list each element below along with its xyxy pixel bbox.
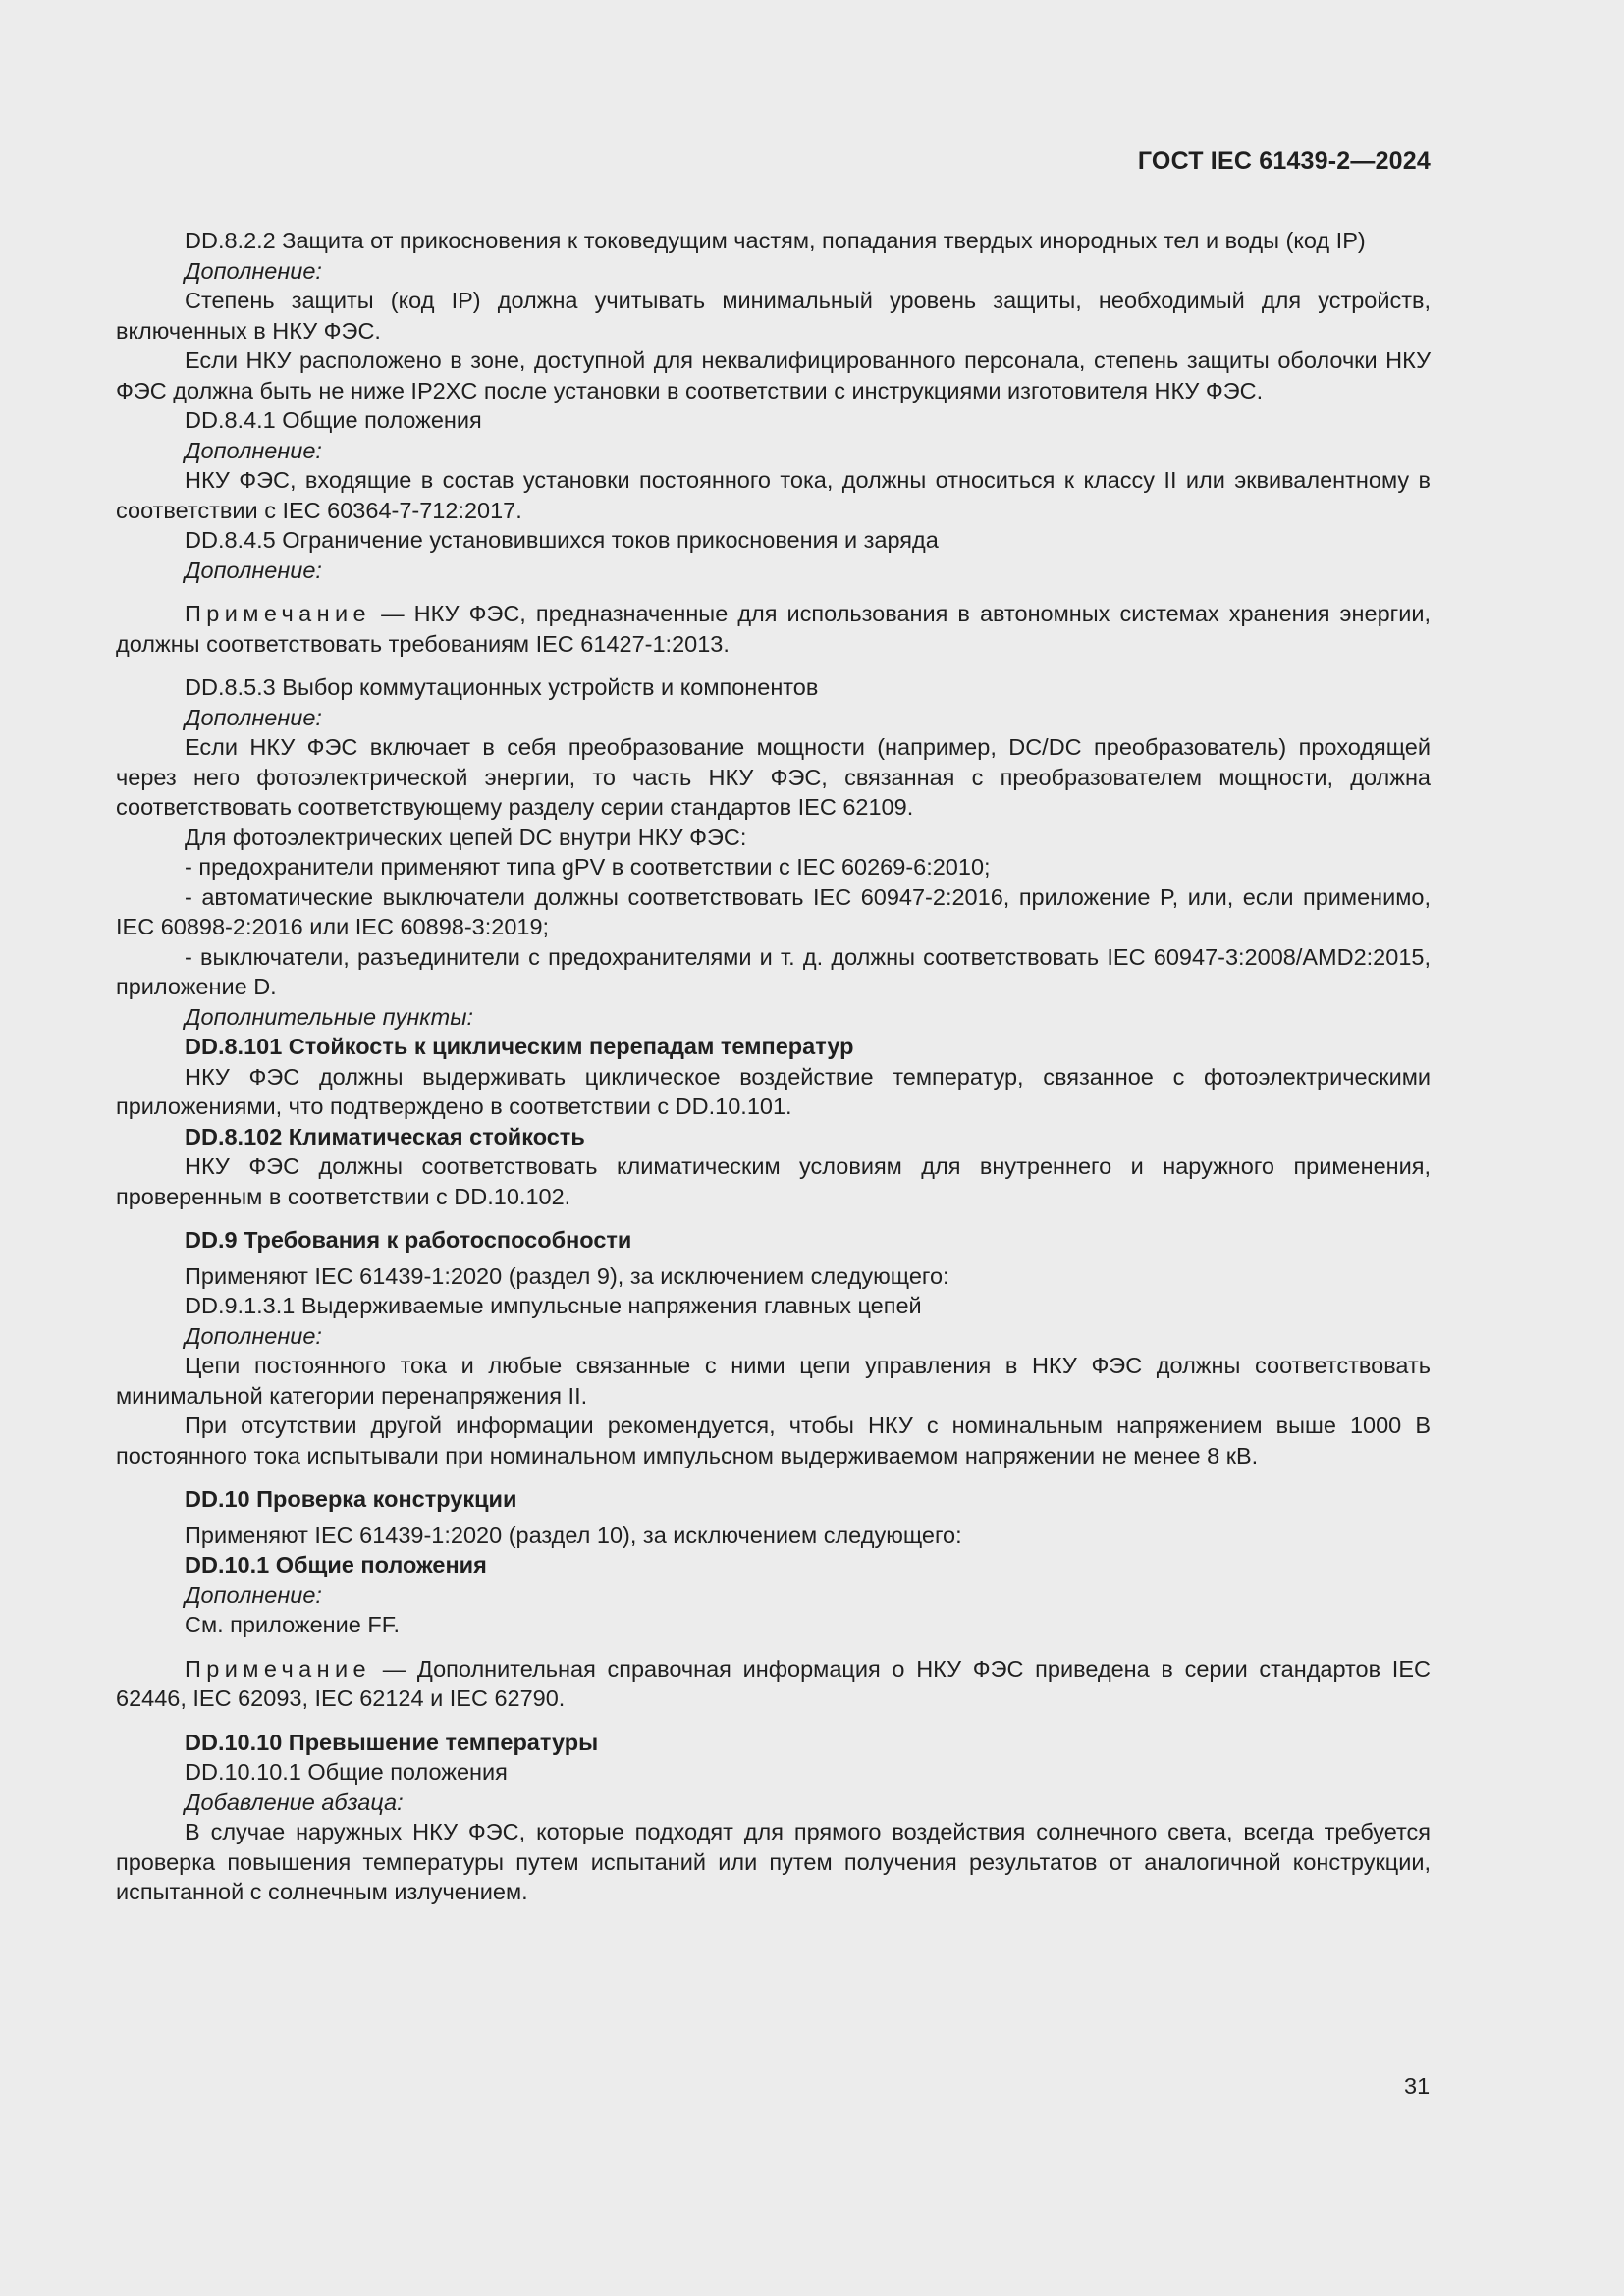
list-item: - предохранители применяют типа gPV в соответствии с IEC 60269-6:2010; — [185, 854, 991, 880]
page-number: 31 — [1404, 2073, 1431, 2099]
addition-label: Дополнение: — [185, 437, 322, 463]
addition-label: Дополнение: — [185, 704, 322, 730]
addition-label: Дополнение: — [185, 257, 322, 284]
paragraph: НКУ ФЭС, входящие в состав установки постоянного тока, должны относиться к классу II или эквивалентному в соответствии с IEC 60364-7-712:2017. — [116, 467, 1431, 523]
section-heading: DD.9 Требования к работоспособности — [185, 1227, 632, 1253]
note-text: — НКУ ФЭС, предназначенные для использования в автономных системах хранения энергии, должны соответствовать требованиям IEC 61427-1:2013. — [116, 601, 1431, 657]
note — [116, 1654, 1431, 1714]
paragraph: НКУ ФЭС должны выдерживать циклическое воздействие температур, связанное с фотоэлектрическими приложениями, что подтверждено в соответствии с DD.10.101. — [116, 1063, 1431, 1119]
section-heading: DD.8.101 Стойкость к циклическим перепадам температур — [185, 1034, 854, 1059]
list-item: - автоматические выключатели должны соответствовать IEC 60947-2:2016, приложение P, или, если применимо, IEC 60898-2:2016 или IEC 60898-3:2019; — [116, 883, 1431, 939]
section-heading: DD.10.1 Общие положения — [185, 1552, 487, 1577]
clause-heading: DD.8.2.2 Защита от прикосновения к токоведущим частям, попадания твердых инородных тел и воды (код IP) — [185, 228, 1366, 253]
note-label: Примечание — [185, 601, 372, 626]
list-item: - выключатели, разъединители с предохранителями и т. д. должны соответствовать IEC 60947-3:2008/AMD2:2015, приложение D. — [116, 943, 1431, 999]
section-heading: DD.10.10 Превышение температуры — [185, 1729, 599, 1755]
document-body — [116, 226, 1431, 1907]
section-heading: DD.8.102 Климатическая стойкость — [185, 1123, 585, 1149]
paragraph: НКУ ФЭС должны соответствовать климатическим условиям для внутреннего и наружного применения, проверенным в соответствии с DD.10.102. — [116, 1153, 1431, 1209]
document-header: ГОСТ IEC 61439-2—2024 — [1137, 147, 1431, 175]
paragraph: Степень защиты (код IP) должна учитывать минимальный уровень защиты, необходимый для устройств, включенных в НКУ ФЭС. — [116, 288, 1431, 344]
addition-label: Дополнение: — [185, 1581, 322, 1608]
paragraph: В случае наружных НКУ ФЭС, которые подходят для прямого воздействия солнечного света, всегда требуется проверка повышения температуры путем испытаний или путем получения результатов от аналогичной конструкции, испытанной с солнечным излучением. — [116, 1819, 1431, 1904]
paragraph: При отсутствии другой информации рекомендуется, чтобы НКУ с номинальным напряжением выше 1000 В постоянного тока испытывали при номинальном импульсном выдерживаемом напряжении не менее 8 кВ. — [116, 1413, 1431, 1468]
clause-heading: DD.8.4.5 Ограничение установившихся токов прикосновения и заряда — [185, 527, 939, 553]
note-text: — Дополнительная справочная информация о НКУ ФЭС приведена в серии стандартов IEC 62446, IEC 62093, IEC 62124 и IEC 62790. — [116, 1655, 1431, 1711]
paragraph: Если НКУ ФЭС включает в себя преобразование мощности (например, DC/DC преобразователь) проходящей через него фотоэлектрической энергии, то часть НКУ ФЭС, связанная с преобразователем мощности, должна соответствовать соответствующему разделу серии стандартов IEC 62109. — [116, 734, 1431, 820]
clause-heading: DD.8.5.3 Выбор коммутационных устройств и компонентов — [185, 674, 819, 700]
clause-heading: DD.10.10.1 Общие положения — [185, 1759, 508, 1785]
additional-items-label: Дополнительные пункты: — [185, 1003, 474, 1030]
addition-label: Дополнение: — [185, 1322, 322, 1349]
paragraph: Применяют IEC 61439-1:2020 (раздел 10), за исключением следующего: — [185, 1522, 962, 1548]
paragraph: Применяют IEC 61439-1:2020 (раздел 9), за исключением следующего: — [185, 1262, 949, 1289]
paragraph: См. приложение FF. — [185, 1612, 401, 1637]
paragraph: Для фотоэлектрических цепей DC внутри НКУ ФЭС: — [185, 824, 747, 850]
clause-heading: DD.8.4.1 Общие положения — [185, 407, 482, 433]
addition-label: Дополнение: — [185, 557, 322, 583]
paragraph: Цепи постоянного тока и любые связанные с ними цепи управления в НКУ ФЭС должны соответствовать минимальной категории перенапряжения II. — [116, 1353, 1431, 1409]
section-heading: DD.10 Проверка конструкции — [185, 1486, 517, 1512]
paragraph: Если НКУ расположено в зоне, доступной для неквалифицированного персонала, степень защиты оболочки НКУ ФЭС должна быть не ниже IP2XC после установки в соответствии с инструкциями изготовителя НКУ ФЭС. — [116, 347, 1431, 403]
clause-heading: DD.9.1.3.1 Выдерживаемые импульсные напряжения главных цепей — [185, 1293, 922, 1318]
addition-label: Добавление абзаца: — [185, 1789, 404, 1815]
note — [116, 599, 1431, 659]
note-label: Примечание — [185, 1655, 372, 1682]
